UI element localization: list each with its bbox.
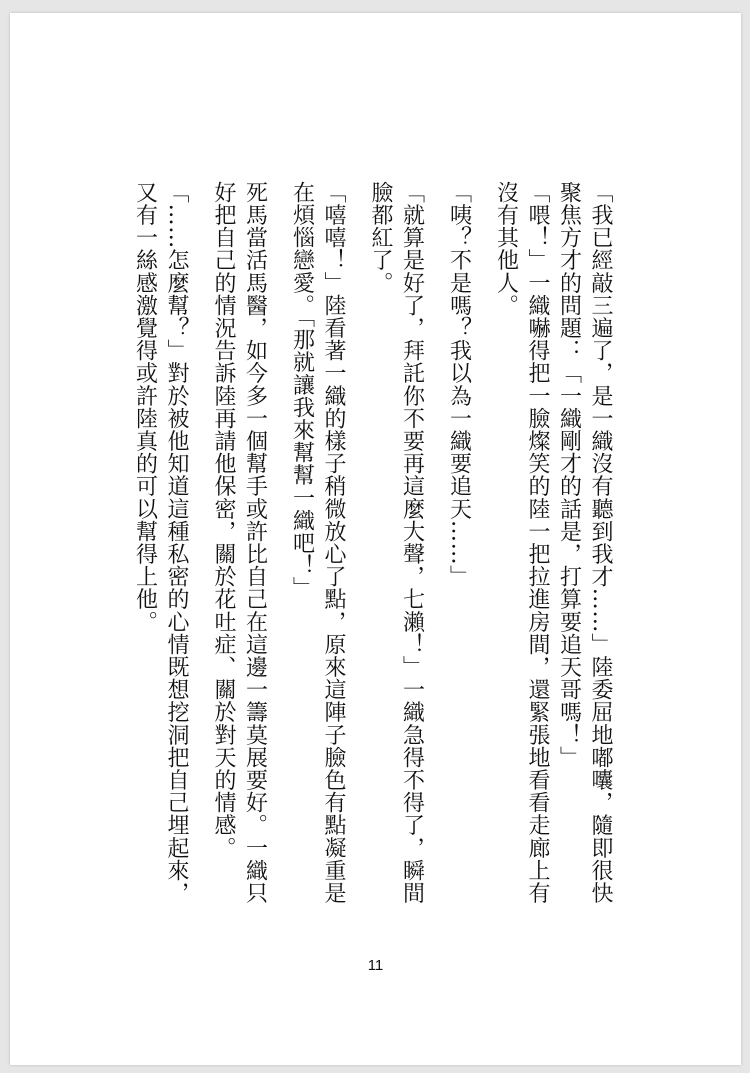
paragraph-6: 死馬當活馬醫，如今多一個幫手或許比自己在這邊一籌莫展要好。一織只好把自己的情況告訴陸再請他保密，關於花吐症、關於對天的情感。 (211, 181, 268, 905)
paragraph-1: 「我已經敲三遍了，是一織沒有聽到我才……」陸委屈地嘟囔，隨即很快聚焦方才的問題：「一織剛才的話是，打算要追天哥嗎！」 (556, 181, 613, 905)
paragraph-2: 「喂！」一織嚇得把一臉燦笑的陸一把拉進房間，還緊張地看看走廊上有沒有其他人。 (493, 181, 550, 905)
document-page (10, 13, 741, 1065)
paragraph-4: 「就算是好了，拜託你不要再這麼大聲，七瀨！」一織急得不得了，瞬間臉都紅了。 (368, 181, 425, 905)
paragraph-5: 「嘻嘻！」陸看著一織的樣子稍微放心了點，原來這陣子臉色有點凝重是在煩惱戀愛。「那就讓我來幫幫一織吧！」 (289, 181, 346, 905)
paragraph-7: 「……怎麼幫？」對於被他知道這種私密的心情既想挖洞把自己埋起來，又有一絲感激覺得或許陸真的可以幫得上他。 (132, 181, 189, 905)
paragraph-3: 「咦？不是嗎？我以為一織要追天……」 (446, 181, 472, 588)
vertical-text-body (114, 181, 617, 911)
page-number: 11 (367, 957, 384, 974)
